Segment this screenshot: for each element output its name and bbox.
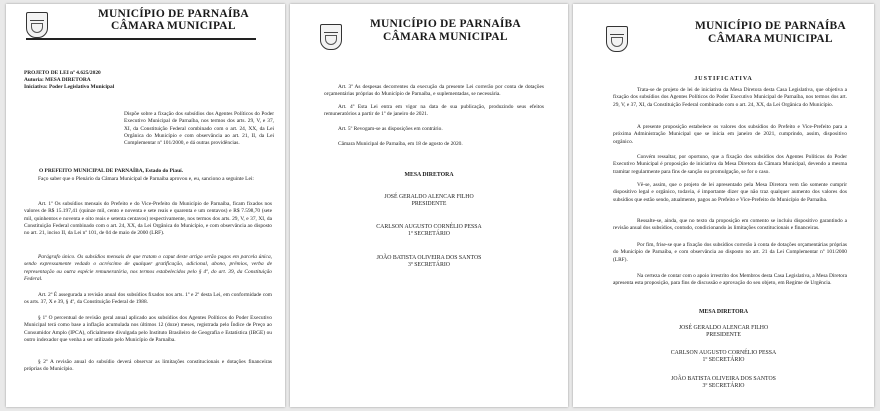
municipality-title: MUNICÍPIO DE PARNAÍBA (370, 18, 521, 30)
justification-paragraph-5: Ressalte-se, ainda, que no texto da proposição em comento se incluiu dispositivo garantindo a revisão anual dos subsídios, contudo, condicionando às limitações constitucionais e financeiras. (613, 218, 847, 232)
signature-2-name: CARLSON AUGUSTO CORNÉLIO PESSA (376, 224, 482, 230)
justification-paragraph-1: Trata-se de projeto de lei de iniciativa da Mesa Diretora desta Casa Legislativa, que objetiva a fixação dos subsídios dos Agentes Políticos do Poder Executivo Municipal de Parnaíba, nos termos dos art. 29, V, e 37, XI, da Constituição Federal combinado com o art. 24, XX, da Lei Orgânica do Município. (613, 87, 847, 108)
signature-3-name: JOÃO BATISTA OLIVEIRA DOS SANTOS (671, 376, 776, 382)
signature-3-name: JOÃO BATISTA OLIVEIRA DOS SANTOS (376, 255, 482, 261)
municipality-title: MUNICÍPIO DE PARNAÍBA (695, 20, 846, 32)
paragraph-2: § 2º A revisão anual do subsídio deverá observar as limitações constitucionais e dotações financeiras próprias do Município. (24, 359, 272, 373)
document-page-1 (6, 4, 285, 407)
council-title: CÂMARA MUNICIPAL (708, 33, 833, 45)
municipality-title: MUNICÍPIO DE PARNAÍBA (98, 8, 249, 20)
justification-paragraph-7: Na certeza de contar com o apoio irrestrito dos Membros desta Casa Legislativa, a Mesa Diretora apresenta esta proposição, para fins de discussão e aprovação do seu objeto, em Regime de Urgência. (613, 273, 847, 287)
signing-date: Câmara Municipal de Parnaíba, em 18 de agosto de 2020. (338, 141, 463, 147)
article-3: Art. 3º As despesas decorrentes da execução da presente Lei correrão por conta de dotações orçamentárias próprias do Município de Parnaíba, e suplementadas, se necessária. (324, 84, 544, 98)
signature-3-role: 3º SECRETÁRIO (702, 383, 745, 389)
article-4: Art. 4º Esta Lei entra em vigor na data de sua publicação, produzindo seus efeitos remuneratórios a partir de 1º de janeiro de 2021. (324, 104, 544, 118)
paragraph-1: § 1º O percentual de revisão geral anual aplicado aos subsídios dos Agentes Políticos do Poder Executivo Municipal terá como base a inflação acumulada nos últimos 12 (doze) meses, registrada pelo Índice de Preço ao Consumidor Amplo (IPCA), oficialmente divulgada pelo Instituto Brasileiro de Geografia e Estatística (IBGE) ou outro indexador que venha a ser utilizado pelo Município de Parnaíba. (24, 315, 272, 343)
justification-title: JUSTIFICATIVA (694, 76, 753, 82)
sole-paragraph: Parágrafo único. Os subsídios mensais de que tratam o caput deste artigo serão pagos em parcela única, sendo expressamente vedado o acréscimo de qualquer gratificação, adicional, abono, prêmios, verba de representação ou outra espécie remuneratória, nos termos estabelecidos pelo § 4º, do art. 39, da Constituição Federal. (24, 254, 272, 282)
coat-of-arms-logo (26, 12, 48, 38)
article-2: Art. 2º É assegurada a revisão anual dos subsídios fixados nos arts. 1º e 2º desta Lei, em conformidade com os arts. 37, X e 39, § 4º, da Constituição Federal de 1988. (24, 292, 272, 306)
signature-2-role: 1º SECRETÁRIO (702, 357, 745, 363)
article-1: Art. 1º Os subsídios mensais do Prefeito e do Vice-Prefeito do Município de Parnaíba, ficam fixados nos valores de R$ 15.197,41 (quinze mil, cento e noventa e sete reais e quarenta e um centavos) e R$ 7.598,70 (sete mil, quinhentos e noventa e oito reais e setenta centavos) respectivamente, nos termos dos arts. 29, V, e 37, XI, da Constituição Federal combinado com o art. 24, XX, da Lei Orgânica do Município, e com observância ao disposto no art. 21, inciso II, da Lei nº 101, de 04 de maio de 2000 (LRF). (24, 201, 272, 237)
enactment-clause: Faço saber que o Plenário da Câmara Municipal de Parnaíba aprovou e, eu, sanciono a seguinte Lei: (38, 176, 254, 182)
bill-summary: Dispõe sobre a fixação dos subsídios dos Agentes Políticos do Poder Executivo Municipal de Parnaíba, nos termos dos arts. 29, V, e 37, XI, da Constituição Federal combinado com o art. 24, XX, da Lei Orgânica do Município e com observância ao art. 21, II, da Lei Complementar nº 101/2000, e dá outras providências. (124, 111, 274, 147)
header-divider (26, 38, 256, 40)
board-heading: MESA DIRETORA (698, 309, 749, 315)
signature-2-role: 1º SECRETÁRIO (408, 231, 450, 237)
coat-of-arms-logo (320, 24, 342, 50)
justification-paragraph-3: Convém ressaltar, por oportuno, que a fixação dos subsídios dos Agentes Políticos do Poder Executivo Municipal é proposição de iniciativa da Mesa Diretora da Câmara Municipal, devendo a mesma tramitar regularmente para fins de sanção ou promulgação, se for o caso. (613, 154, 847, 175)
signature-1-name: JOSÉ GERALDO ALENCAR FILHO (384, 194, 474, 200)
council-title: CÂMARA MUNICIPAL (111, 20, 236, 32)
coat-of-arms-logo (606, 26, 628, 52)
board-heading: MESA DIRETORA (404, 172, 454, 178)
council-title: CÂMARA MUNICIPAL (383, 31, 508, 43)
justification-paragraph-2: A presente proposição estabelece os valores dos subsídios do Prefeito e Vice-Prefeito para a próxima Administração Municipal que se inicia em janeiro de 2021, cumprindo, assim, dispositivo orgânico. (613, 124, 847, 145)
document-page-3 (573, 4, 874, 407)
bill-authorship: Autoria: MESA DIRETORA (24, 77, 91, 83)
signature-3-role: 3º SECRETÁRIO (408, 262, 450, 268)
signature-2-name: CARLSON AUGUSTO CORNÉLIO PESSA (670, 350, 777, 356)
document-page-2 (290, 4, 568, 407)
bill-initiative: Iniciativa: Poder Legislativo Municipal (24, 84, 115, 90)
justification-paragraph-4: Vê-se, assim, que o projeto de lei apresentado pela Mesa Diretora vem tão somente cumprir dispositivo legal e orgânico, todavia, é importante dizer que não traz qualquer aumento dos valores dos subsídios que estão sendo, atualmente, pagos ao Prefeito e Vice-Prefeito do Município de Parnaíba. (613, 182, 847, 203)
bill-number: PROJETO DE LEI nº 4.625/2020 (24, 70, 101, 76)
signature-1-role: PRESIDENTE (411, 201, 447, 207)
signature-1-name: JOSÉ GERALDO ALENCAR FILHO (678, 325, 769, 331)
enactment-header: O PREFEITO MUNICIPAL DE PARNAÍBA, Estado do Piauí. (39, 168, 183, 174)
justification-paragraph-6: Por fim, frise-se que a fixação dos subsídios correrão à conta de dotações orçamentárias próprias do Município de Parnaíba, e com observância ao disposto no art. 21 da Lei Complementar nº 101/2000 (LRF). (613, 242, 847, 263)
signature-1-role: PRESIDENTE (706, 332, 741, 338)
article-5: Art. 5º Revogam-se as disposições em contrário. (338, 126, 443, 132)
